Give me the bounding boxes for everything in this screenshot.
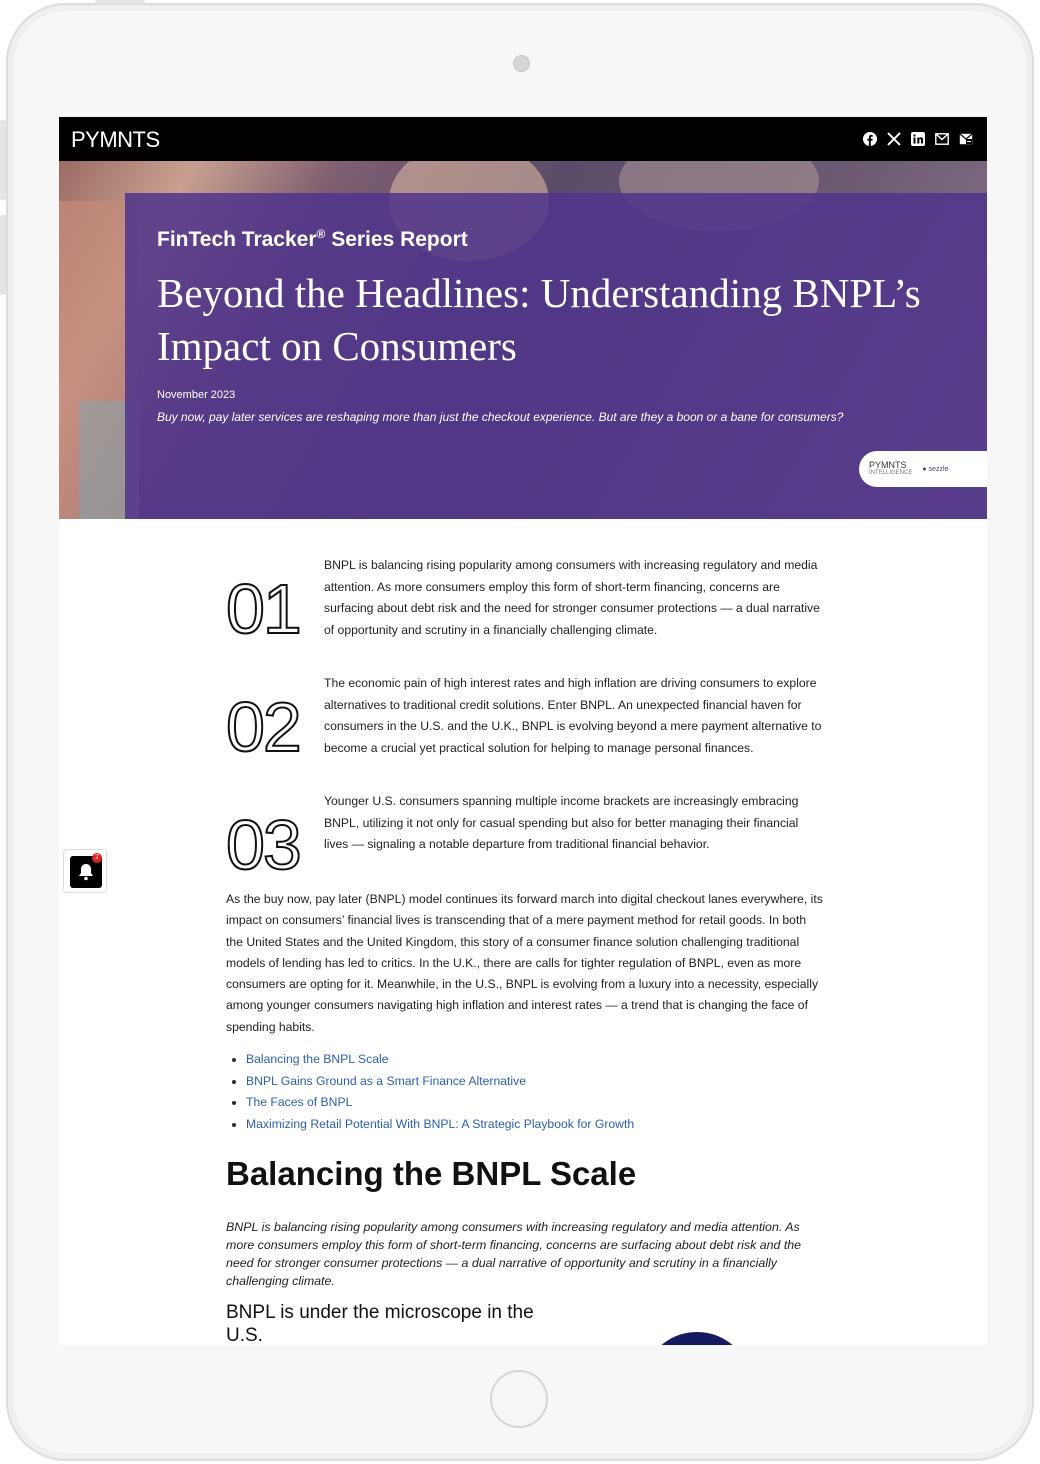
partner-logos [859, 451, 987, 487]
report-subtitle: Buy now, pay later services are reshaping more than just the checkout experience. But are they a boon or a bane for consumers? [157, 410, 844, 424]
hero-banner [59, 161, 987, 519]
facebook-icon[interactable] [862, 131, 877, 146]
key-point-text: The economic pain of high interest rates and high inflation are driving consumers to explore alternatives to traditional credit solutions. Enter BNPL. An unexpected financial haven for consumers in the U.S. and the U.K., BNPL is evolving beyond a mere payment alternative to become a crucial yet practical solution for helping to manage personal finances. [324, 676, 822, 755]
power-button [95, 0, 145, 4]
toc-item [246, 1049, 634, 1071]
pymnts-intelligence-logo: PYMNTS INTELLIGENCE [869, 460, 913, 476]
toc-item [246, 1092, 634, 1114]
toc-item [246, 1114, 634, 1136]
key-point-number: 01 [226, 570, 300, 648]
front-camera [513, 55, 530, 72]
table-of-contents [226, 1049, 634, 1135]
section-subheading: BNPL is under the microscope in the U.S. [226, 1302, 534, 1345]
registered-mark: ® [316, 227, 326, 241]
key-point-number: 02 [226, 688, 300, 766]
email-icon[interactable] [934, 131, 949, 146]
key-point-number: 03 [226, 806, 300, 884]
browser-screen [59, 117, 987, 1345]
section-heading: Balancing the BNPL Scale [226, 1155, 637, 1192]
home-button[interactable] [490, 1370, 548, 1428]
key-point [226, 673, 826, 791]
x-icon[interactable] [886, 131, 901, 146]
hero-overlay-panel [125, 193, 987, 519]
volume-down-button [0, 215, 6, 295]
series-suffix: Series Report [331, 228, 468, 251]
key-point [226, 555, 826, 673]
report-title: Beyond the Headlines: Understanding BNPL’s Impact on Consumers [157, 270, 921, 369]
pymnts-logo[interactable]: PYMNTS [71, 127, 160, 152]
toc-link[interactable]: BNPL Gains Ground as a Smart Finance Alternative [246, 1073, 526, 1088]
section-lead: BNPL is balancing rising popularity among consumers with increasing regulatory and media attention. As more consumers employ this form of short-term financing, concerns are surfacing about debt risk and the need for stronger consumer protections — a dual narrative of opportunity and scrutiny in a financially challenging climate. [226, 1220, 802, 1288]
toc-item [246, 1071, 634, 1093]
article-body [226, 555, 826, 1345]
linkedin-icon[interactable] [910, 131, 925, 146]
report-date: November 2023 [157, 389, 236, 401]
series-name: FinTech Tracker [157, 228, 317, 251]
toc-link[interactable]: The Faces of BNPL [246, 1095, 353, 1109]
toc-link[interactable]: Balancing the BNPL Scale [246, 1052, 389, 1066]
top-navigation-bar [59, 117, 987, 161]
volume-up-button [0, 120, 6, 200]
social-share-icons [862, 131, 973, 146]
toc-link[interactable]: Maximizing Retail Potential With BNPL: A Strategic Playbook for Growth [246, 1116, 635, 1131]
intro-paragraph: As the buy now, pay later (BNPL) model continues its forward march into digital checkout lanes everywhere, its impact on consumers’ financial lives is transcending that of a mere payment method for retail goods. In both the United States and the United Kingdom, this story of a consumer finance solution challenging traditional models of lending has led to critics. In the U.K., there are calls for tighter regulation of BNPL, even as more consumers are opting for it. Meanwhile, in the U.S., BNPL is evolving from a luxury into a necessity, especially among younger consumers navigating high inflation and interest rates — a trend that is changing the face of spending habits. [226, 892, 823, 1034]
chart-graphic-circle [642, 1332, 752, 1345]
key-point-text: Younger U.S. consumers spanning multiple income brackets are increasingly embracing BNPL, utilizing it not only for casual spending but also for better managing their financial lives — signaling a notable departure from traditional financial behavior. [324, 794, 799, 851]
newsletter-icon[interactable] [958, 131, 973, 146]
series-label [157, 227, 468, 252]
key-point-text: BNPL is balancing rising popularity among consumers with increasing regulatory and media attention. As more consumers employ this form of short-term financing, concerns are surfacing about debt risk and the need for stronger consumer protections — a dual narrative of opportunity and scrutiny in a financially challenging climate. [324, 558, 820, 637]
notification-bell-button[interactable] [63, 849, 107, 893]
sezzle-logo: ● sezzle [922, 465, 949, 473]
notification-badge: 2 [92, 853, 102, 863]
